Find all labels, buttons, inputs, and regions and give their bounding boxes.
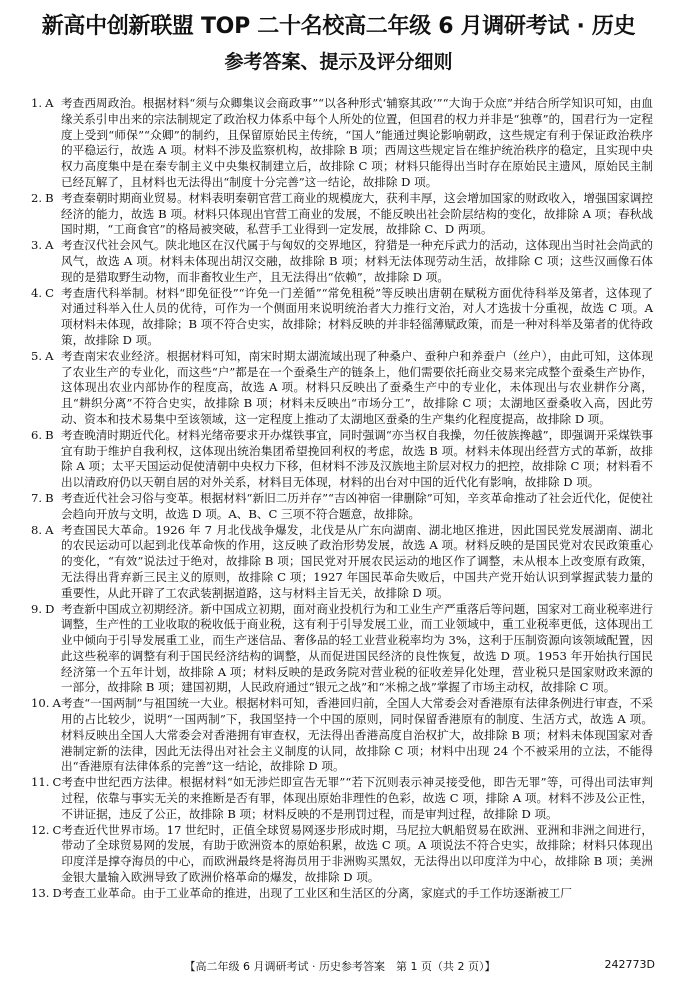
answer-key: A [45,96,54,110]
answer-item [31,96,653,191]
answer-item [31,349,653,428]
footer-page-info: 【高二年级 6 月调研考试 · 历史参考答案 第 1 页（共 2 页）】 [184,960,496,973]
answer-item [31,886,653,902]
answer-label [31,696,61,775]
answer-key: C [52,775,62,790]
question-number: 13. [31,885,50,900]
question-number: 4. [31,285,43,300]
answer-label [31,428,61,491]
answer-item [31,775,653,822]
question-number: 10. [31,696,50,711]
answer-label [31,286,61,349]
page-subtitle: 参考答案、提示及评分细则 [224,51,453,73]
question-number: 12. [31,822,50,837]
answer-item [31,191,653,238]
question-number: 7. [31,490,43,505]
question-number: 5. [31,348,43,363]
footer-exam-code: 242773D [604,958,655,971]
answer-label [31,886,62,902]
answer-key: A [52,696,61,711]
answer-label [31,96,61,191]
answer-label [31,491,61,523]
answer-explanation: 考查西周政治。根据材料“须与众卿集议会商政事”“以各种形式‘辅察其政’”“大询于众庶”并结合所学知识可知，由血缘关系引申出来的宗法制规定了政治权力体系中每个人所处的位置，但国君的权力并非是“独尊”的，国君行为一定程度上受到“师保”“众卿”的制约，且保留原始民主传统，“国人”能通过舆论影响朝政，这些规定有利于保证政治秩序的平稳运行，故选 A 项。材料不涉及监察机构，故排除 B 项；西周这些规定旨在维护统治秩序的稳定，且实现中央权力高度集中是在秦专制主义中央集权制建立后，故排除 C 项；材料只能得出当时存在原始民主遗风，原始民主制已经瓦解了，且材料也无法得出“制度十分完善”这一结论，故排除 D 项。 [61,96,653,189]
question-number: 2. [31,190,43,205]
answer-label [31,238,61,285]
answer-explanation: 考查工业革命。由于工业革命的推进，出现了工业区和生活区的分离，家庭式的手工作坊逐渐被工厂 [61,885,572,900]
answer-key: B [45,427,54,442]
answer-key: D [45,601,55,616]
answer-key: A [45,348,54,363]
answer-explanation: 考查汉代社会风气。陕北地区在汉代属于与匈奴的交界地区，狩猎是一种充斥武力的活动，这体现出当时社会尚武的风气，故选 A 项。材料未体现出胡汉交融，故排除 B 项；材料无法体现劳动生活，故排除 C 项；这些汉画像石体现的是猎取野生动物，而非畜牧业生产，且无法得出“依赖”，故排除 D 项。 [61,238,653,284]
answer-label [31,191,61,238]
answer-explanation: 考查近代世界市场。17 世纪时，正值全球贸易网逐步形成时期，马尼拉大帆船贸易在欧洲、亚洲和非洲之间进行，带动了全球贸易网的发展，有助于欧洲资本的原始积累，故选 C 项。A 项说法不符合史实，故排除；材料只体现出印度洋是撑夺海员的中心，而欧洲最终是将海员用于非洲购买黑奴，无法得出以印度洋为中心，故排除 B 项；美洲金银大量输入欧洲导致了欧洲价格革命的爆发，故排除 D 项。 [61,822,653,885]
answer-key: B [45,490,54,505]
answer-label [31,523,61,602]
answer-explanation: 考查新中国成立初期经济。新中国成立初期，面对商业投机行为和工业生产严重落后等问题，国家对工商业税率进行调整，生产性的工业收取的税收低于商业税，这有利于引导发展工业，而工业领域中，重工业税率更低，这体现出工业中倾向于引导发展重工业，而生产迷信品、奢侈品的轻工业营业税率均为 3%，这利于压制资源向该领域配置，因此这些税率的调整有利于国民经济结构的调整，从而促进国民经济的良性恢复，故选 D 项。1953 年开始执行国民经济第一个五年计划，故排除 A 项；材料反映的是政务院对营业税的征收差异化处理，营业税只是国家财政来源的一部分，故排除 B 项；建国初期，人民政府通过“银元之战”和“米棉之战”掌握了市场主动权，故排除 C 项。 [61,601,653,695]
answer-item [31,428,653,491]
question-number: 1. [31,96,43,110]
answer-explanation: 考查秦朝时期商业贸易。材料表明秦朝官营工商业的规模庞大，获利丰厚，这会增加国家的财政收入，增强国家调控经济的能力，故选 B 项。材料只体现出官营工商业的发展，不能反映出社会阶层结构的变化，故排除 A 项；春秋战国时期，“工商食官”的格局被突破，私营手工业得到一定发展，故排除 C、D 两项。 [61,190,653,237]
answer-key: D [52,885,62,900]
answer-label [31,823,61,886]
answer-item [31,491,653,523]
answer-item [31,602,653,697]
answer-key: A [45,238,54,253]
question-number: 3. [31,238,43,253]
answer-explanation: 考查国民大革命。1926 年 7 月北伐战争爆发，北伐是从广东向湖南、湖北地区推进，因此国民党发展湖南、湖北的农民运动可以起到北伐革命恢的作用，这反映了政治形势发展，故选 A 项。材料反映的是国民党对农民政策重心的变化，“有效”说法过于绝对，故排除 B 项；国民党对开展农民运动的地区作了调整，未从根本上改变原有政策，无法得出背弃新三民主义的原则，故排除 C 项；1927 年国民革命失败后，中国共产党开始认识到掌握武装力量的重要性，从此开辟了工农武装割据道路，这与材料主旨无关，故排除 D 项。 [61,522,653,600]
question-number: 8. [31,522,43,537]
answer-item [31,286,653,349]
question-number: 11. [31,775,50,790]
answer-item [31,238,653,285]
answer-item [31,523,653,602]
answer-key: B [45,190,54,205]
answer-label [31,349,61,428]
answer-key: A [45,522,54,537]
answer-label [31,602,61,697]
page-title: 新高中创新联盟 TOP 二十名校高二年级 6 月调研考试 · 历史 [41,14,636,39]
answer-item [31,823,653,886]
question-number: 9. [31,601,43,616]
answer-explanation: 考查唐代科举制。材料“即免征役”“许免一门差循”“常免租税”等反映出唐朝在赋税方面优待科举及第者，这体现了对通过科举入仕人员的优待，可作为一个侧面用来说明统治者大力推行文治，对人才选拔十分重视，故选 C 项。A 项材料未体现，故排除；B 项不符合史实，故排除；材料反映的并非轻徭薄赋政策，而是一种对科举及第者的优待政策，故排除 D 项。 [61,285,653,347]
answer-explanation: 考查南宋农业经济。根据材料可知，南宋时期太湖流域出现了种桑户、蚕种户和养蚕户（丝户），由此可知，这体现了农业生产的专业化，而这些“户”都是在一个蚕桑生产的链条上，他们需要依托商业交易来完成整个蚕桑生产协作，这体现出农业内部协作的程度高，故选 A 项。材料只反映出了蚕桑生产中的专业化，未体现出与农业耕作分离，且“耕织分离”不符合史实，故排除 B 项；材料未反映出“市场分工”，故排除 C 项；太湖地区蚕桑收入高，因此劳动、资本和技术易集中至该领域，这一定程度上推动了太湖地区蚕桑的生产集约化程度提高，故排除 D 项。 [61,348,653,426]
answer-item [31,696,653,775]
answer-list [31,96,653,902]
answer-explanation: 考查近代社会习俗与变革。根据材料“新旧二历并存”“吉凶神宿一律删除”可知，辛亥革命推动了社会近代化，促使社会趋向开放与文明，故选 D 项。A、B、C 三项不符合题意，故排除。 [61,490,653,521]
answer-explanation: 考查中世纪西方法律。根据材料“如无涉烂即宣告无罪”“若下沉则表示神灵接受他，即告无罪”等，可得出司法审判过程，依靠与事实无关的来推断是否有罪，体现出原始非理性的色彩，故选 C 项，排除 A 项。材料不涉及公正性，不讲证据，违反了公正，故排除 B 项；材料反映的不是刑罚过程，而是审判过程，故排除 D 项。 [61,775,653,821]
answer-key: C [45,285,54,300]
answer-label [31,775,61,822]
answer-explanation: 考查“一国两制”与祖国统一大业。根据材料可知，香港回归前，全国人大常委会对香港原有法律条例进行审查，不采用的占比较少，说明“一国两制”下，我国坚持一个中国的原则，同时保留香港原有的制度、生活方式，故选 A 项。材料反映出全国人大常委会对香港拥有审查权，无法得出香港高度自治权扩大，故排除 B 项；材料未体现国家对香港制定新的法律，因此无法得出对社会主义制度的认同，故排除 C 项；材料中出现 24 个不被采用的立法，不能得出“香港原有法律体系的完善”这一结论，故排除 D 项。 [61,696,653,774]
answer-explanation: 考查晚清时期近代化。材料光绪帝要求开办煤铁事宜，同时强调“亦当权自我操，勿任彼族搀越”，即强调开采煤铁事宜有助于维护自我利权，这体现出统治集团希望挽回利权的考虑，故选 B 项。材料未体现出经营方式的革新，故排除 A 项；太平天国运动促使清朝中央权力下移，但材料不涉及汉族地主阶层对权力的把控，故排除 C 项；材料看不出以清政府仍以天朝自居的对外关系，材料目无体现，材料的出台对中国的近代化有影响，故排除 D 项。 [61,427,653,490]
answer-key: C [52,822,62,837]
question-number: 6. [31,427,43,442]
